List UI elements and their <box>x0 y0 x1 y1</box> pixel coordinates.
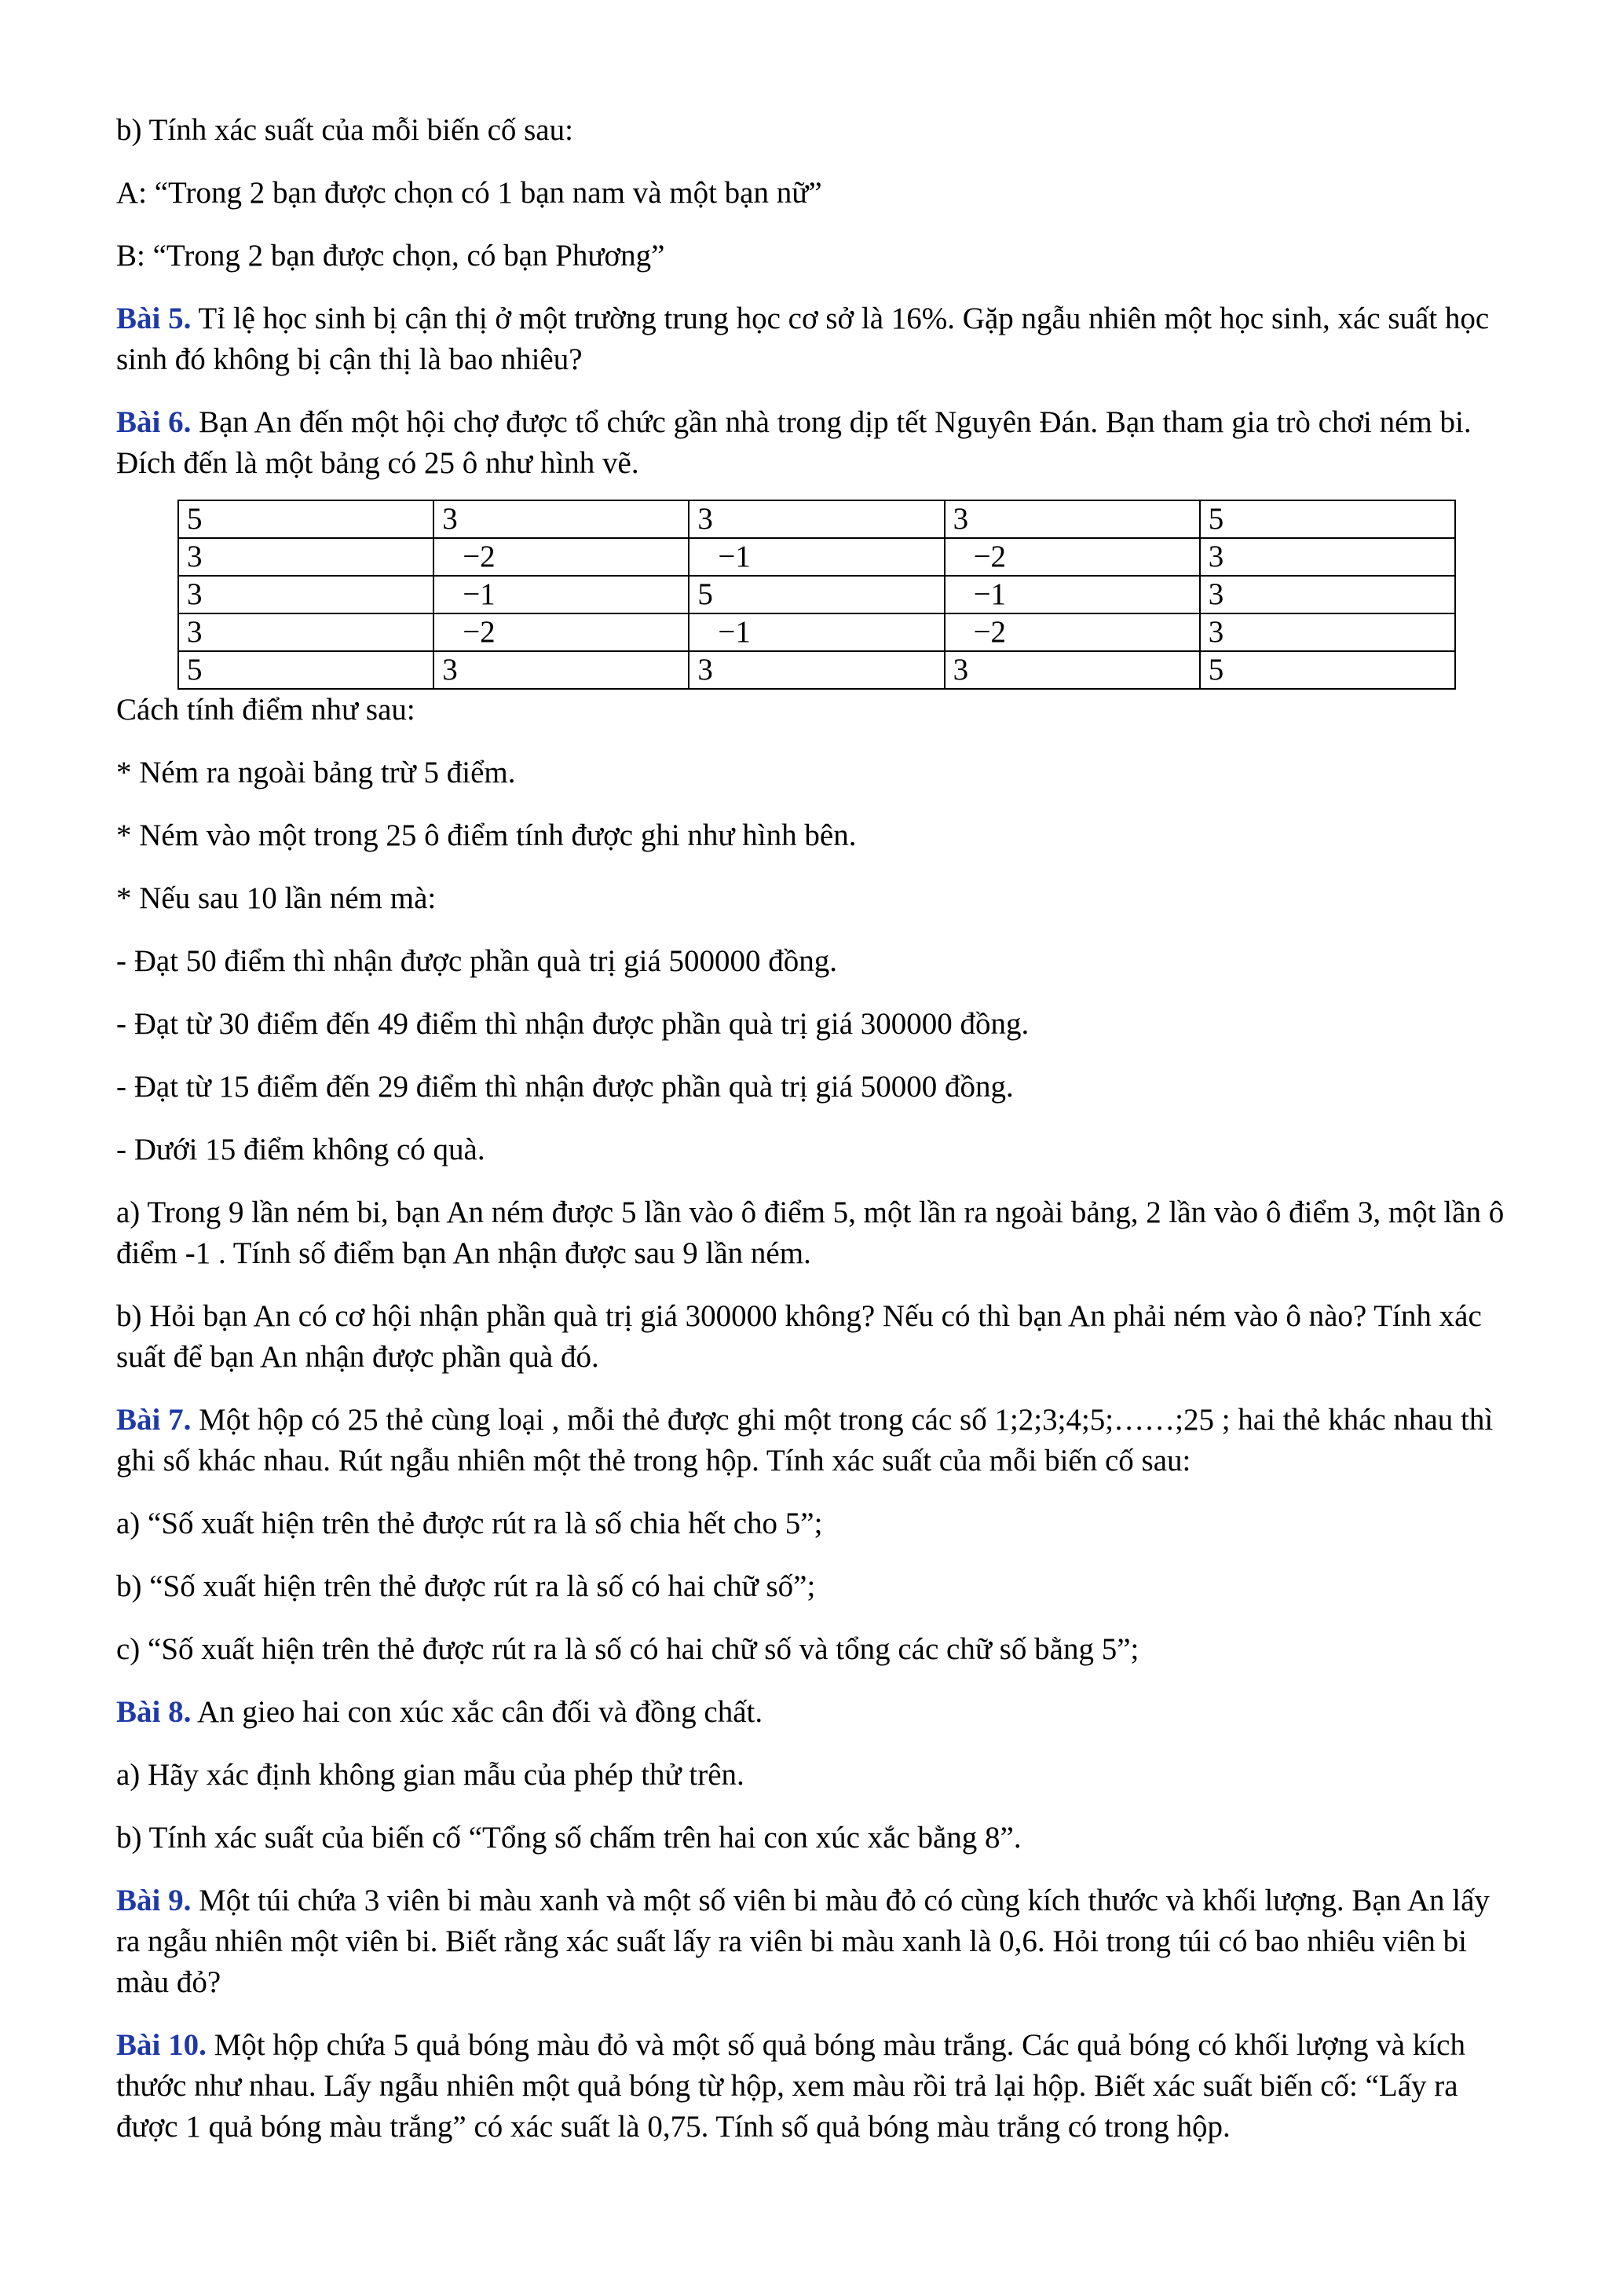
exercise-6-question-a: a) Trong 9 lần ném bi, bạn An ném được 5 lần vào ô điểm 5, một lần ra ngoài bảng, 2 lần vào ô điểm 3, một lần ô điểm -1 . Tính số điểm bạn An nhận được sau 9 lần ném. <box>116 1196 1505 1270</box>
grid-cell: 5 <box>1200 500 1455 538</box>
exercise-9-label: Bài 9. <box>116 1884 192 1917</box>
document-page <box>116 110 1506 2170</box>
exercise-5-label: Bài 5. <box>116 302 192 335</box>
exercise-8-question-a: a) Hãy xác định không gian mẫu của phép thử trên. <box>116 1758 744 1792</box>
grid-row <box>178 538 1455 576</box>
grid-cell: 3 <box>1200 576 1455 613</box>
rule-outside: * Ném ra ngoài bảng trừ 5 điểm. <box>116 756 516 789</box>
exercise-8 <box>116 1692 1506 1733</box>
exercise-8-text: An gieo hai con xúc xắc cân đối và đồng chất. <box>191 1695 763 1729</box>
intro-b: b) Tính xác suất của mỗi biến cố sau: <box>116 113 573 147</box>
exercise-8-label: Bài 8. <box>116 1695 192 1729</box>
no-prize: - Dưới 15 điểm không có quà. <box>116 1133 485 1166</box>
grid-cell: 3 <box>689 651 944 689</box>
rule-inside: * Ném vào một trong 25 ô điểm tính được ghi như hình bên. <box>116 818 857 852</box>
exercise-5 <box>116 298 1506 380</box>
grid-cell: 3 <box>689 500 944 538</box>
exercise-9-text: Một túi chứa 3 viên bi màu xanh và một số viên bi màu đỏ có cùng kích thước và khối lượng. Bạn An lấy ra ngẫu nhiên một viên bi. Biết rằng xác suất lấy ra viên bi màu xanh là 0,6. Hỏi trong túi có bao nhiêu viên bi màu đỏ? <box>116 1884 1490 1999</box>
grid-cell: −2 <box>945 538 1200 576</box>
exercise-7-text: Một hộp có 25 thẻ cùng loại , mỗi thẻ được ghi một trong các số 1;2;3;4;5;……;25 ; hai thẻ khác nhau thì ghi số khác nhau. Rút ngẫu nhiên một thẻ trong hộp. Tính xác suất của mỗi biến cố sau: <box>116 1403 1494 1478</box>
grid-cell: −1 <box>689 538 944 576</box>
exercise-5-text: Tỉ lệ học sinh bị cận thị ở một trường trung học cơ sở là 16%. Gặp ngẫu nhiên một học sinh, xác suất học sinh đó không bị cận thị là bao nhiêu? <box>116 302 1490 376</box>
exercise-10 <box>116 2025 1506 2148</box>
grid-cell: 3 <box>433 651 689 689</box>
grid-cell: 3 <box>1200 538 1455 576</box>
grid-cell: 3 <box>945 500 1200 538</box>
grid-cell: −2 <box>433 613 689 651</box>
grid-cell: −1 <box>689 613 944 651</box>
grid-cell: 5 <box>689 576 944 613</box>
grid-row <box>178 576 1455 613</box>
grid-cell: 3 <box>178 538 433 576</box>
rule-after-10: * Nếu sau 10 lần ném mà: <box>116 881 437 915</box>
grid-row <box>178 613 1455 651</box>
exercise-6 <box>116 402 1506 484</box>
exercise-10-label: Bài 10. <box>116 2028 207 2062</box>
exercise-6-text: Bạn An đến một hội chợ được tổ chức gần nhà trong dịp tết Nguyên Đán. Bạn tham gia trò chơi ném bi. Đích đến là một bảng có 25 ô như hình vẽ. <box>116 405 1472 480</box>
exercise-8-question-b: b) Tính xác suất của biến cố “Tổng số chấm trên hai con xúc xắc bằng 8”. <box>116 1821 1022 1855</box>
rules-title: Cách tính điểm như sau: <box>116 693 415 727</box>
exercise-10-text: Một hộp chứa 5 quả bóng màu đỏ và một số quả bóng màu trắng. Các quả bóng có khối lượng và kích thước như nhau. Lấy ngẫu nhiên một quả bóng từ hộp, xem màu rồi trả lại hộp. Biết xác suất biến cố: “Lấy ra được 1 quả bóng màu trắng” có xác suất là 0,75. Tính số quả bóng màu trắng có trong hộp. <box>116 2028 1465 2144</box>
grid-cell: 3 <box>945 651 1200 689</box>
grid-cell: −1 <box>433 576 689 613</box>
exercise-7 <box>116 1400 1506 1481</box>
grid-cell: 3 <box>1200 613 1455 651</box>
score-grid <box>177 500 1456 690</box>
prize-50000: - Đạt từ 15 điểm đến 29 điểm thì nhận được phần quà trị giá 50000 đồng. <box>116 1070 1014 1104</box>
prize-300000: - Đạt từ 30 điểm đến 49 điểm thì nhận được phần quà trị giá 300000 đồng. <box>116 1007 1030 1041</box>
exercise-6-label: Bài 6. <box>116 405 192 439</box>
event-b: B: “Trong 2 bạn được chọn, có bạn Phương” <box>116 239 665 273</box>
grid-cell: −2 <box>945 613 1200 651</box>
exercise-7-label: Bài 7. <box>116 1403 192 1437</box>
grid-cell: −2 <box>433 538 689 576</box>
event-a: A: “Trong 2 bạn được chọn có 1 bạn nam và một bạn nữ” <box>116 176 822 210</box>
grid-cell: 3 <box>178 613 433 651</box>
exercise-6-question-b: b) Hỏi bạn An có cơ hội nhận phần quà trị giá 300000 không? Nếu có thì bạn An phải ném vào ô nào? Tính xác suất để bạn An nhận được phần quà đó. <box>116 1299 1482 1374</box>
grid-cell: 3 <box>178 576 433 613</box>
prize-500000: - Đạt 50 điểm thì nhận được phần quà trị giá 500000 đồng. <box>116 944 838 978</box>
exercise-7-question-c: c) “Số xuất hiện trên thẻ được rút ra là số có hai chữ số và tổng các chữ số bằng 5”; <box>116 1632 1139 1666</box>
exercise-9 <box>116 1880 1506 2003</box>
grid-cell: 3 <box>433 500 689 538</box>
grid-row <box>178 500 1455 538</box>
exercise-7-question-b: b) “Số xuất hiện trên thẻ được rút ra là số có hai chữ số”; <box>116 1569 816 1603</box>
grid-cell: 5 <box>178 500 433 538</box>
grid-cell: 5 <box>178 651 433 689</box>
exercise-7-question-a: a) “Số xuất hiện trên thẻ được rút ra là số chia hết cho 5”; <box>116 1507 823 1540</box>
grid-cell: 5 <box>1200 651 1455 689</box>
grid-row <box>178 651 1455 689</box>
grid-cell: −1 <box>945 576 1200 613</box>
